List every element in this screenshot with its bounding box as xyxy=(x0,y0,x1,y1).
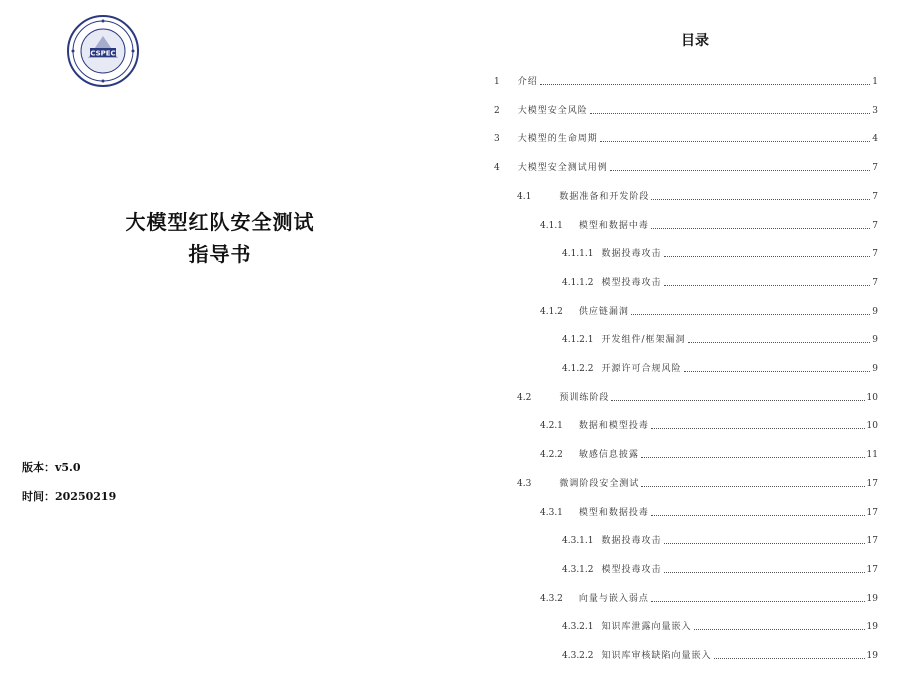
toc-entry-number: 4.2 xyxy=(517,392,532,403)
toc-entry-title: 数据投毒攻击 xyxy=(601,536,662,547)
toc-entry[interactable] xyxy=(494,74,878,88)
toc-entry-title: 模型和数据中毒 xyxy=(578,220,649,231)
toc-entry[interactable] xyxy=(540,304,878,318)
toc-entry-page: 10 xyxy=(866,392,878,403)
toc-entry-number: 2 xyxy=(494,105,500,116)
toc-dot-leader xyxy=(664,571,865,573)
toc-entry-page: 17 xyxy=(866,507,878,518)
toc-entry-title: 知识库审核缺陷向量嵌入 xyxy=(601,651,712,661)
toc-entry-page: 7 xyxy=(872,220,878,231)
toc-entry[interactable] xyxy=(562,648,878,662)
toc-entry-page: 10 xyxy=(866,421,878,432)
toc-dot-leader xyxy=(651,227,870,229)
toc-entry-number: 4 xyxy=(494,163,500,174)
toc-dot-leader xyxy=(610,169,871,171)
toc-entry-title: 知识库泄露向量嵌入 xyxy=(601,622,692,633)
toc-dot-leader xyxy=(664,284,871,286)
toc-entry-number: 4.1.2.2 xyxy=(562,364,594,374)
toc-entry-page: 9 xyxy=(872,306,878,317)
toc-dot-leader xyxy=(714,657,865,659)
toc-entry-title: 模型投毒攻击 xyxy=(601,564,662,575)
document-subtitle: 指导书 xyxy=(188,242,252,266)
toc-dot-leader xyxy=(651,600,865,602)
toc-entry-page: 11 xyxy=(866,450,878,461)
toc-entry-number: 4.3.2.1 xyxy=(562,622,594,633)
toc-entry-page: 19 xyxy=(866,651,878,661)
toc-entry-page: 3 xyxy=(872,105,878,116)
version-label: 版本： xyxy=(22,461,55,474)
toc-entry-number: 4.3.2 xyxy=(540,593,563,604)
date-value: 20250219 xyxy=(55,490,117,503)
version-value: v5.0 xyxy=(55,461,81,474)
toc-dot-leader xyxy=(664,255,871,257)
toc-dot-leader xyxy=(600,140,871,142)
toc-entry-title: 数据和模型投毒 xyxy=(578,421,649,432)
toc-entry-page: 7 xyxy=(872,249,878,260)
toc-entry[interactable] xyxy=(517,189,878,203)
toc-entry[interactable] xyxy=(517,390,878,404)
toc-entry-number: 4.3 xyxy=(517,478,532,489)
toc-entry-title: 数据投毒攻击 xyxy=(601,249,662,260)
toc-entry[interactable] xyxy=(562,332,878,346)
toc-dot-leader xyxy=(688,341,871,343)
toc-entry[interactable] xyxy=(562,562,878,576)
toc-entry-number: 4.3.2.2 xyxy=(562,651,594,661)
toc-dot-leader xyxy=(651,198,870,200)
document-title: 大模型红队安全测试 xyxy=(125,210,315,234)
toc-entry-page: 17 xyxy=(866,536,878,547)
toc-entry-number: 1 xyxy=(494,77,500,87)
toc-dot-leader xyxy=(540,83,871,85)
toc-entry[interactable] xyxy=(562,246,878,260)
toc-entry[interactable] xyxy=(540,505,878,519)
toc-entry-title: 向量与嵌入弱点 xyxy=(578,593,649,604)
toc-entry-page: 4 xyxy=(872,134,878,145)
toc-entry-page: 7 xyxy=(872,277,878,288)
toc-entry-number: 4.1.1 xyxy=(540,220,563,231)
toc-entry-title: 敏感信息披露 xyxy=(578,450,639,461)
toc-entry-title: 大模型安全测试用例 xyxy=(517,163,608,174)
toc-dot-leader xyxy=(641,485,864,487)
toc-entry-number: 4.3.1.1 xyxy=(562,536,594,547)
toc-entry-title: 介绍 xyxy=(517,77,538,87)
toc-entry[interactable] xyxy=(540,218,878,232)
toc-entry-number: 4.1 xyxy=(517,191,532,202)
toc-entry[interactable] xyxy=(517,476,878,490)
toc-entry-title: 模型投毒攻击 xyxy=(601,277,662,288)
toc-entry[interactable] xyxy=(540,591,878,605)
toc-entry-number: 4.1.2 xyxy=(540,306,563,317)
toc-entry-number: 4.1.1.2 xyxy=(562,277,594,288)
toc-entry[interactable] xyxy=(562,619,878,633)
toc-dot-leader xyxy=(651,427,865,429)
toc-entry-page: 9 xyxy=(872,335,878,346)
toc-entry-page: 17 xyxy=(866,478,878,489)
toc-entry-page: 9 xyxy=(872,364,878,374)
toc-entry[interactable] xyxy=(562,533,878,547)
toc-entry[interactable] xyxy=(540,418,878,432)
toc-dot-leader xyxy=(651,514,865,516)
toc-entry[interactable] xyxy=(562,361,878,375)
toc-entry-number: 4.1.2.1 xyxy=(562,335,594,346)
toc-entry-title: 模型和数据投毒 xyxy=(578,507,649,518)
toc-dot-leader xyxy=(611,399,864,401)
toc-entry[interactable] xyxy=(494,160,878,174)
date-label: 时间： xyxy=(22,490,55,503)
toc-entry-title: 微调阶段安全测试 xyxy=(559,478,640,489)
toc-entry-title: 开源许可合规风险 xyxy=(601,364,682,374)
toc-entry-page: 7 xyxy=(872,191,878,202)
toc-dot-leader xyxy=(684,370,871,372)
toc-entry-number: 3 xyxy=(494,134,500,145)
toc-entry-number: 4.3.1.2 xyxy=(562,564,594,575)
toc-entry-number: 4.2.2 xyxy=(540,450,563,461)
toc-entry-page: 19 xyxy=(866,622,878,633)
toc-entry[interactable] xyxy=(562,275,878,289)
toc-dot-leader xyxy=(694,628,865,630)
toc-entry-number: 4.2.1 xyxy=(540,421,563,432)
toc-entry-page: 17 xyxy=(866,564,878,575)
toc-entry-title: 大模型安全风险 xyxy=(517,105,588,116)
toc-heading: 目录 xyxy=(681,33,709,49)
toc-entry-page: 7 xyxy=(872,163,878,174)
logo-text: CSPEC xyxy=(90,49,116,58)
toc-entry-title: 大模型的生命周期 xyxy=(517,134,598,145)
toc-dot-leader xyxy=(641,456,865,458)
toc-entry-page: 19 xyxy=(866,593,878,604)
toc-dot-leader xyxy=(590,112,871,114)
toc-dot-leader xyxy=(631,313,870,315)
toc-entry-title: 预训练阶段 xyxy=(559,392,610,403)
toc-entry-title: 供应链漏洞 xyxy=(578,306,629,317)
toc-entry-page: 1 xyxy=(872,77,878,87)
toc-dot-leader xyxy=(664,542,865,544)
toc-entry-number: 4.3.1 xyxy=(540,507,563,518)
toc-entry[interactable] xyxy=(494,103,878,117)
toc-entry[interactable] xyxy=(540,447,878,461)
toc-entry-title: 数据准备和开发阶段 xyxy=(559,191,650,202)
toc-entry-title: 开发组件/框架漏洞 xyxy=(601,335,686,346)
toc-entry-number: 4.1.1.1 xyxy=(562,249,594,260)
toc-entry[interactable] xyxy=(494,131,878,145)
